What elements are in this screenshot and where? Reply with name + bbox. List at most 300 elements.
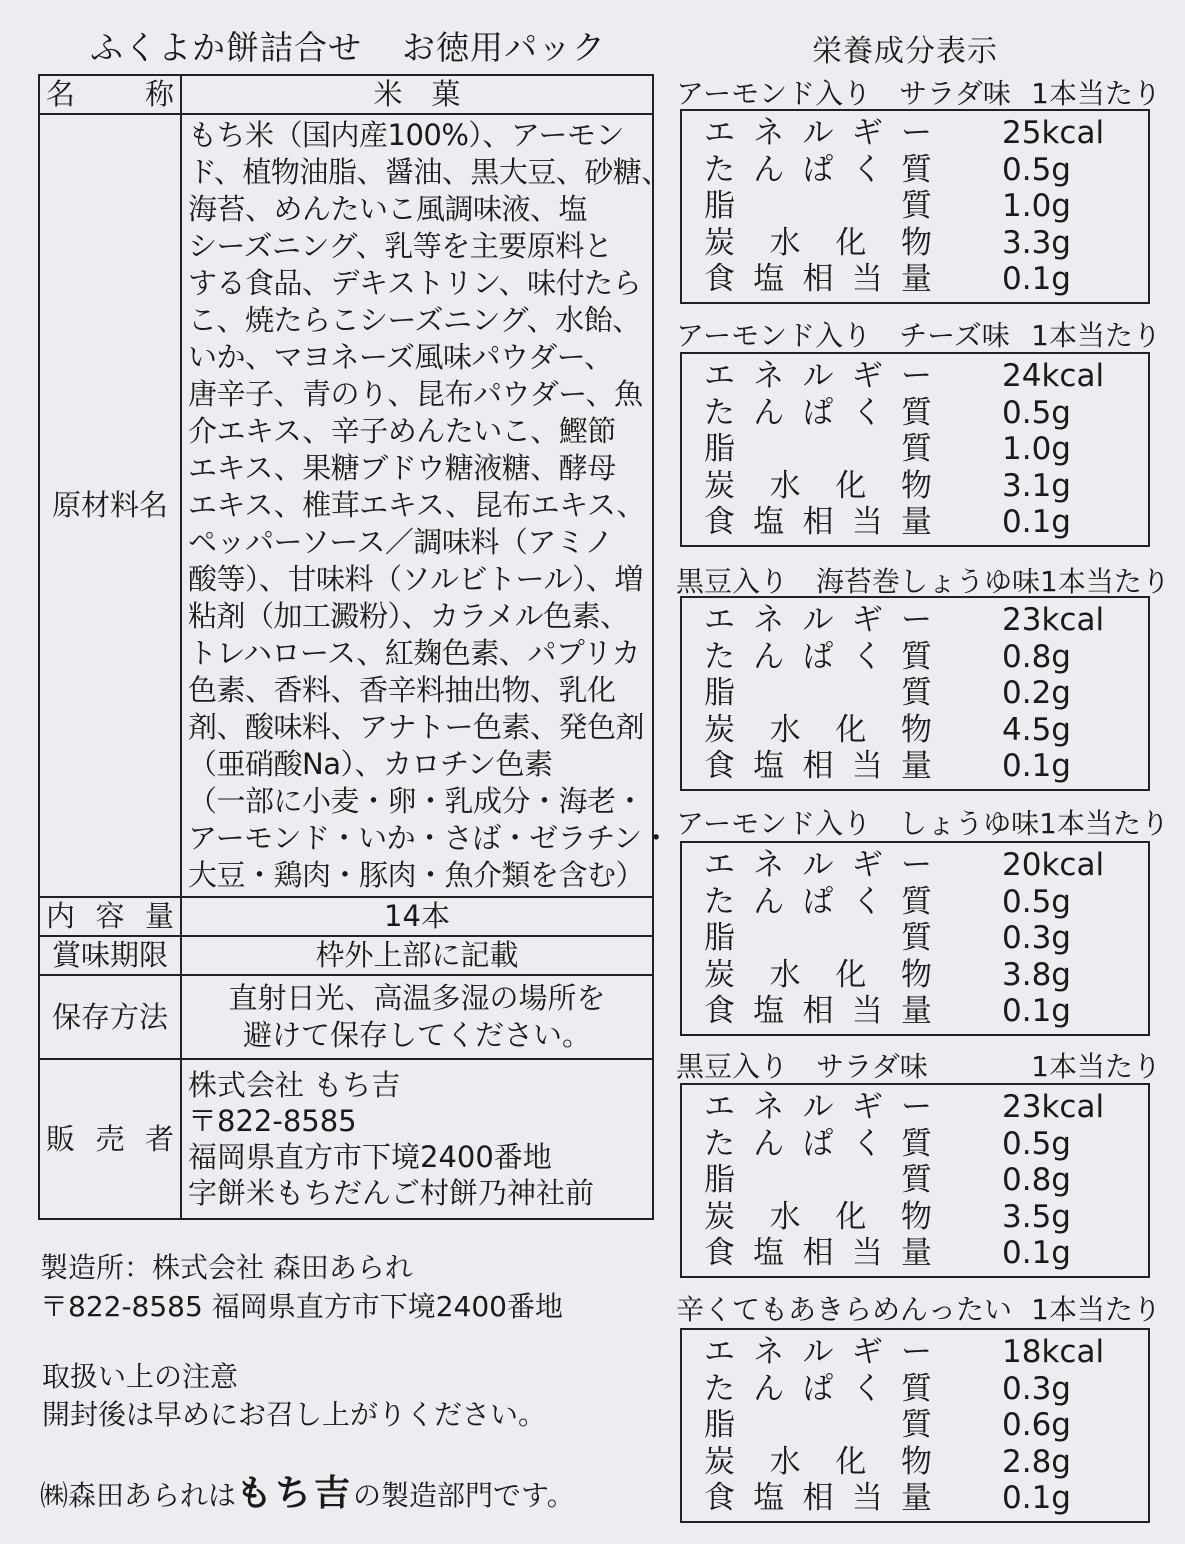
nutrient-value: 0.5g bbox=[1002, 151, 1071, 188]
key-content bbox=[39, 897, 181, 936]
nutrient-value: 0.1g bbox=[1002, 748, 1071, 784]
nutrient-label-char: た bbox=[704, 394, 735, 431]
nutrient-label-char: 質 bbox=[901, 1162, 932, 1198]
nutrient-row-carb bbox=[704, 957, 1148, 994]
nutrient-row-protein bbox=[704, 639, 1148, 676]
product-title bbox=[90, 22, 606, 69]
row-ingredients bbox=[39, 114, 653, 897]
seller-address-2: 字餅米もちだんご村餅乃神社前 bbox=[188, 1176, 595, 1210]
nutrient-label-char: ネ bbox=[753, 1334, 785, 1370]
nutrient-value: 4.5g bbox=[1002, 711, 1071, 748]
key-storage: 保存方法 bbox=[39, 975, 181, 1059]
nutrient-row-energy bbox=[704, 1089, 1148, 1126]
nutrient-row-protein bbox=[704, 1126, 1148, 1163]
nutrient-row-fat bbox=[704, 675, 1148, 712]
notice-text: 開封後は早めにお召し上がりください。 bbox=[42, 1398, 547, 1431]
nutrient-row-protein bbox=[704, 1371, 1148, 1408]
nutrient-label-char: た bbox=[704, 638, 735, 675]
nutrient-label-char: 食 bbox=[704, 1235, 735, 1271]
nutrient-label-char: 炭 bbox=[704, 1198, 735, 1235]
nutrient-label-char: ぱ bbox=[802, 1125, 834, 1162]
nutrient-row-energy bbox=[704, 847, 1148, 884]
nutrient-label-char: ー bbox=[901, 602, 932, 638]
nutrient-label-char: 化 bbox=[835, 1198, 867, 1235]
nutrient-label-char: 水 bbox=[769, 467, 801, 504]
key-expiry: 賞味期限 bbox=[39, 936, 181, 975]
nutrient-label-char: 塩 bbox=[753, 993, 785, 1029]
nutrient-value: 0.1g bbox=[1002, 504, 1071, 540]
nutrient-label bbox=[704, 1407, 932, 1444]
nutrient-label-char: 物 bbox=[900, 956, 932, 993]
value-seller bbox=[181, 1059, 653, 1219]
nutrient-label-char: 食 bbox=[704, 748, 735, 784]
nutrient-label-char: く bbox=[851, 151, 883, 188]
nutrient-label-char: 当 bbox=[851, 748, 883, 784]
nutrient-label-char: 質 bbox=[901, 394, 932, 431]
nutrient-label-char: 物 bbox=[900, 224, 932, 261]
ingredient-line: （一部に小麦・卵・乳成分・海老・ bbox=[188, 784, 645, 818]
value-expiry: 枠外上部に記載 bbox=[181, 936, 653, 975]
nutrient-label-char: エ bbox=[704, 1334, 735, 1370]
nutrient-label-char: 当 bbox=[851, 261, 883, 297]
nutrient-row-energy bbox=[704, 602, 1148, 639]
nutrient-row-carb bbox=[704, 1444, 1148, 1481]
nutrient-value: 0.3g bbox=[1002, 1370, 1071, 1407]
nutrient-label-char: ん bbox=[753, 394, 785, 431]
variety-name: 黒豆入り サラダ味 bbox=[676, 1050, 928, 1083]
nutrition-box bbox=[680, 1083, 1150, 1278]
nutrient-label bbox=[704, 395, 932, 432]
nutrient-label-char: 脂 bbox=[704, 431, 735, 467]
nutrition-box bbox=[680, 109, 1150, 304]
nutrient-value: 0.8g bbox=[1002, 638, 1071, 675]
nutrient-label-char: 塩 bbox=[753, 504, 785, 540]
nutrient-row-fat bbox=[704, 431, 1148, 468]
nutrition-box bbox=[680, 841, 1150, 1036]
nutrient-label-char: 脂 bbox=[704, 188, 735, 224]
nutrient-label bbox=[704, 639, 932, 676]
nutrient-label-char: ル bbox=[802, 358, 834, 394]
nutrient-row-fat bbox=[704, 1407, 1148, 1444]
nutrient-row-carb bbox=[704, 468, 1148, 505]
row-seller bbox=[39, 1059, 653, 1219]
nutrient-label-char: 食 bbox=[704, 504, 735, 540]
nutrition-section-heading bbox=[676, 72, 1161, 112]
nutrient-value: 20kcal bbox=[1002, 847, 1105, 883]
nutrient-value: 0.1g bbox=[1002, 993, 1071, 1029]
nutrient-label bbox=[704, 712, 932, 749]
manufacturer-info bbox=[40, 1248, 563, 1326]
nutrient-label-char: 脂 bbox=[704, 675, 735, 711]
variety-name: アーモンド入り チーズ味 bbox=[676, 319, 1010, 352]
ingredient-line: 酸等）、甘味料（ソルビトール）、増 bbox=[188, 562, 643, 596]
nutrient-value: 0.5g bbox=[1002, 1125, 1071, 1162]
nutrient-value: 0.6g bbox=[1002, 1407, 1071, 1443]
nutrient-label-char: ギ bbox=[851, 358, 883, 394]
nutrient-row-salt bbox=[704, 1235, 1148, 1272]
nutrient-label bbox=[704, 957, 932, 994]
nutrient-value: 24kcal bbox=[1002, 358, 1105, 394]
nutrient-label-char: エ bbox=[704, 115, 735, 151]
per-serving: 1本当たり bbox=[1031, 77, 1161, 110]
key-seller-char: 販 bbox=[46, 1121, 76, 1156]
nutrient-label-char: ん bbox=[753, 883, 785, 920]
nutrient-label bbox=[704, 1480, 932, 1517]
nutrient-label-char: 物 bbox=[900, 1443, 932, 1480]
nutrient-label-char: ん bbox=[753, 1370, 785, 1407]
seller-address: 福岡県直方市下境2400番地 bbox=[188, 1140, 552, 1174]
per-serving: 1本当たり bbox=[1031, 319, 1161, 352]
manufacturer-address: 〒822-8585 福岡県直方市下境2400番地 bbox=[40, 1290, 563, 1323]
nutrient-label-char: 物 bbox=[900, 467, 932, 504]
key-content-char: 内 bbox=[46, 899, 76, 933]
ingredient-line: トレハロース、紅麹色素、パプリカ bbox=[188, 636, 640, 670]
nutrient-value: 3.5g bbox=[1002, 1198, 1071, 1235]
nutrient-label-char: ギ bbox=[851, 602, 883, 638]
nutrient-label-char: た bbox=[704, 1370, 735, 1407]
nutrition-section-heading bbox=[676, 560, 1170, 600]
nutrient-label-char: 当 bbox=[851, 504, 883, 540]
nutrient-label-char: た bbox=[704, 151, 735, 188]
nutrient-label-char: ル bbox=[802, 602, 834, 638]
seller-company: 株式会社 もち吉 bbox=[188, 1068, 401, 1102]
storage-line: 避けて保存してください。 bbox=[242, 1018, 591, 1052]
nutrient-value: 1.0g bbox=[1002, 188, 1071, 224]
nutrient-label-char: 塩 bbox=[753, 1480, 785, 1516]
nutrient-label-char: 当 bbox=[851, 1235, 883, 1271]
nutrient-label-char: 化 bbox=[835, 956, 867, 993]
nutrient-label-char: エ bbox=[704, 602, 735, 638]
footer-prefix: ㈱森田あられは bbox=[40, 1479, 237, 1512]
nutrient-label bbox=[704, 920, 932, 957]
nutrient-value: 23kcal bbox=[1002, 602, 1105, 638]
nutrient-label-char: 相 bbox=[802, 504, 834, 540]
nutrient-label bbox=[704, 748, 932, 785]
nutrient-row-salt bbox=[704, 504, 1148, 541]
nutrient-label bbox=[704, 261, 932, 298]
key-ingredients: 原材料名 bbox=[39, 114, 181, 897]
nutrient-label-char: 質 bbox=[901, 920, 932, 956]
ingredient-line: アーモンド・いか・さば・ゼラチン・ bbox=[188, 821, 671, 855]
nutrient-label-char: 量 bbox=[901, 504, 932, 540]
nutrient-value: 0.1g bbox=[1002, 1235, 1071, 1271]
nutrient-label bbox=[704, 602, 932, 639]
nutrient-label-char: 脂 bbox=[704, 920, 735, 956]
nutrient-label-char: 量 bbox=[901, 1480, 932, 1516]
nutrient-label-char: く bbox=[851, 638, 883, 675]
nutrient-label-char: 相 bbox=[802, 261, 834, 297]
nutrient-label-char: 食 bbox=[704, 1480, 735, 1516]
nutrient-label-char: 相 bbox=[802, 993, 834, 1029]
nutrient-label-char: 脂 bbox=[704, 1407, 735, 1443]
nutrient-label-char: 塩 bbox=[753, 748, 785, 784]
nutrient-label-char: 食 bbox=[704, 993, 735, 1029]
nutrient-label-char: く bbox=[851, 394, 883, 431]
nutrient-value: 0.2g bbox=[1002, 675, 1071, 711]
brand-logo: もち吉 bbox=[236, 1472, 354, 1514]
nutrient-value: 0.5g bbox=[1002, 883, 1071, 920]
nutrient-label bbox=[704, 1334, 932, 1371]
nutrient-label-char: 量 bbox=[901, 993, 932, 1029]
nutrient-label-char: 化 bbox=[835, 1443, 867, 1480]
manufacturer-name: 製造所：株式会社 森田あられ bbox=[40, 1251, 413, 1284]
nutrient-row-fat bbox=[704, 188, 1148, 225]
variety-name: 黒豆入り 海苔巻しょうゆ味 bbox=[676, 565, 1041, 598]
key-seller bbox=[39, 1059, 181, 1219]
nutrient-row-salt bbox=[704, 261, 1148, 298]
nutrient-label-char: 質 bbox=[901, 1407, 932, 1443]
nutrient-label-char: ぱ bbox=[802, 1370, 834, 1407]
nutrition-box bbox=[680, 596, 1150, 791]
nutrient-label-char: ギ bbox=[851, 1334, 883, 1370]
ingredient-line: ペッパーソース／調味料（アミノ bbox=[188, 525, 613, 559]
nutrient-row-energy bbox=[704, 1334, 1148, 1371]
nutrient-label-char: ん bbox=[753, 638, 785, 675]
nutrient-value: 25kcal bbox=[1002, 115, 1105, 151]
notice-heading: 取扱い上の注意 bbox=[42, 1360, 239, 1393]
ingredient-line: 介エキス、辛子めんたいこ、鰹節 bbox=[188, 414, 616, 448]
nutrient-label-char: ー bbox=[901, 1089, 932, 1125]
nutrient-label bbox=[704, 431, 932, 468]
nutrient-label-char: ギ bbox=[851, 1089, 883, 1125]
ingredient-line: 唐辛子、青のり、昆布パウダー、魚 bbox=[188, 377, 643, 411]
ingredient-line: 大豆・鶏肉・豚肉・魚介類を含む） bbox=[188, 858, 645, 892]
nutrient-label-char: 化 bbox=[835, 711, 867, 748]
nutrient-label bbox=[704, 468, 932, 505]
nutrient-label-char: 塩 bbox=[753, 1235, 785, 1271]
handling-notice bbox=[42, 1358, 546, 1434]
nutrient-label-char: 水 bbox=[769, 224, 801, 261]
nutrient-label-char: ぱ bbox=[802, 394, 834, 431]
nutrition-box bbox=[680, 1328, 1150, 1523]
nutrient-label-char: 相 bbox=[802, 748, 834, 784]
nutrient-row-salt bbox=[704, 993, 1148, 1030]
nutrient-label-char: 水 bbox=[769, 1443, 801, 1480]
nutrient-label-char: ル bbox=[802, 1089, 834, 1125]
nutrient-label-char: 質 bbox=[901, 188, 932, 224]
ingredient-line: エキス、椎茸エキス、昆布エキス、 bbox=[188, 488, 645, 522]
ingredient-line: こ、焼たらこシーズニング、水飴、 bbox=[188, 303, 641, 337]
ingredient-line: いか、マヨネーズ風味パウダー、 bbox=[188, 340, 613, 374]
nutrient-row-protein bbox=[704, 884, 1148, 921]
per-serving: 1本当たり bbox=[1031, 1293, 1161, 1326]
ingredient-line: 色素、香料、香辛料抽出物、乳化 bbox=[188, 673, 616, 707]
nutrient-value: 0.1g bbox=[1002, 261, 1071, 297]
ingredient-line: ド、植物油脂、醤油、黒大豆、砂糖、 bbox=[188, 155, 670, 189]
nutrient-label-char: エ bbox=[704, 847, 735, 883]
nutrient-label-char: く bbox=[851, 1125, 883, 1162]
key-content-char: 容 bbox=[95, 899, 125, 933]
nutrient-label-char: 質 bbox=[901, 675, 932, 711]
nutrient-label bbox=[704, 675, 932, 712]
nutrient-label-char: 量 bbox=[901, 748, 932, 784]
nutrient-label-char: 化 bbox=[835, 467, 867, 504]
nutrient-value: 3.1g bbox=[1002, 467, 1071, 504]
nutrient-label bbox=[704, 847, 932, 884]
nutrient-label-char: 相 bbox=[802, 1235, 834, 1271]
nutrient-label-char: ネ bbox=[753, 115, 785, 151]
nutrient-label-char: ー bbox=[901, 115, 932, 151]
nutrient-label-char: 質 bbox=[901, 1370, 932, 1407]
nutrition-section-heading bbox=[676, 1288, 1161, 1328]
nutrient-label bbox=[704, 1371, 932, 1408]
key-name bbox=[39, 75, 181, 114]
nutrient-label-char: ー bbox=[901, 1334, 932, 1370]
nutrient-label-char: 水 bbox=[769, 711, 801, 748]
nutrient-label-char: 炭 bbox=[704, 956, 735, 993]
nutrient-label-char: ル bbox=[802, 1334, 834, 1370]
nutrient-value: 0.3g bbox=[1002, 920, 1071, 956]
nutrient-label-char: 相 bbox=[802, 1480, 834, 1516]
per-serving: 1本当たり bbox=[1031, 1050, 1161, 1083]
nutrient-label bbox=[704, 1444, 932, 1481]
row-storage bbox=[39, 975, 653, 1059]
nutrient-row-carb bbox=[704, 225, 1148, 262]
nutrient-label-char: 化 bbox=[835, 224, 867, 261]
nutrient-label bbox=[704, 504, 932, 541]
key-seller-char: 者 bbox=[144, 1121, 174, 1156]
seller-postcode: 〒822-8585 bbox=[188, 1104, 357, 1138]
ingredient-line: する食品、デキストリン、味付たら bbox=[188, 266, 642, 300]
value-ingredients bbox=[181, 114, 671, 897]
key-seller-char: 売 bbox=[95, 1121, 125, 1156]
nutrient-label-char: 水 bbox=[769, 1198, 801, 1235]
value-content: 14本 bbox=[181, 897, 653, 936]
nutrient-row-energy bbox=[704, 358, 1148, 395]
nutrient-label-char: ギ bbox=[851, 115, 883, 151]
nutrient-label-char: 炭 bbox=[704, 1443, 735, 1480]
nutrient-row-protein bbox=[704, 152, 1148, 189]
value-name: 米 菓 bbox=[181, 75, 653, 114]
nutrient-label bbox=[704, 1235, 932, 1272]
row-name bbox=[39, 75, 653, 114]
nutrient-label-char: 質 bbox=[901, 638, 932, 675]
nutrition-section-heading bbox=[676, 1045, 1161, 1085]
nutrient-label-char: た bbox=[704, 883, 735, 920]
nutrition-box bbox=[680, 352, 1150, 547]
nutrient-label-char: ん bbox=[753, 151, 785, 188]
nutrient-label bbox=[704, 1162, 932, 1199]
nutrient-row-salt bbox=[704, 748, 1148, 785]
variety-name: 辛くてもあきらめんったい bbox=[676, 1293, 1013, 1326]
nutrient-label-char: 量 bbox=[901, 1235, 932, 1271]
ingredient-line: 粘剤（加工澱粉）、カラメル色素、 bbox=[188, 599, 629, 633]
nutrient-row-carb bbox=[704, 712, 1148, 749]
nutrient-label-char: ネ bbox=[753, 358, 785, 394]
row-expiry bbox=[39, 936, 653, 975]
nutrient-value: 3.8g bbox=[1002, 956, 1071, 993]
nutrient-label bbox=[704, 884, 932, 921]
ingredient-line: シーズニング、乳等を主要原料と bbox=[188, 229, 613, 263]
nutrient-label-char: 質 bbox=[901, 151, 932, 188]
nutrient-value: 1.0g bbox=[1002, 431, 1071, 467]
footer-suffix: の製造部門です。 bbox=[353, 1479, 575, 1512]
nutrient-label-char: 物 bbox=[900, 1198, 932, 1235]
nutrient-label-char: 量 bbox=[901, 261, 932, 297]
nutrient-label bbox=[704, 993, 932, 1030]
nutrient-label-char: 水 bbox=[769, 956, 801, 993]
nutrient-row-carb bbox=[704, 1199, 1148, 1236]
nutrient-value: 23kcal bbox=[1002, 1089, 1105, 1125]
nutrient-label-char: ぱ bbox=[802, 638, 834, 675]
nutrient-label bbox=[704, 225, 932, 262]
nutrient-row-salt bbox=[704, 1480, 1148, 1517]
nutrient-label-char: ー bbox=[901, 358, 932, 394]
nutrient-value: 0.5g bbox=[1002, 394, 1071, 431]
nutrient-label-char: 質 bbox=[901, 1125, 932, 1162]
nutrient-label-char: エ bbox=[704, 1089, 735, 1125]
nutrient-label bbox=[704, 1089, 932, 1126]
nutrient-label bbox=[704, 358, 932, 395]
ingredient-line: もち米（国内産100%）、アーモン bbox=[188, 118, 625, 152]
ingredient-line: エキス、果糖ブドウ糖液糖、酵母 bbox=[188, 451, 616, 485]
nutrient-value: 2.8g bbox=[1002, 1443, 1071, 1480]
nutrient-value: 18kcal bbox=[1002, 1334, 1105, 1370]
nutrient-label-char: ル bbox=[802, 847, 834, 883]
nutrient-label bbox=[704, 188, 932, 225]
variety-name: アーモンド入り サラダ味 bbox=[676, 77, 1011, 110]
nutrient-label-char: 質 bbox=[901, 431, 932, 467]
label-table bbox=[38, 74, 671, 1220]
ingredient-line: 海苔、めんたいこ風調味液、塩 bbox=[188, 192, 588, 226]
nutrient-label-char: 当 bbox=[851, 1480, 883, 1516]
nutrient-label bbox=[704, 152, 932, 189]
nutrient-label-char: ぱ bbox=[802, 883, 834, 920]
nutrient-row-fat bbox=[704, 1162, 1148, 1199]
nutrient-label bbox=[704, 1199, 932, 1236]
nutrient-label-char: ネ bbox=[753, 602, 785, 638]
nutrient-label-char: ル bbox=[802, 115, 834, 151]
nutrient-label-char: 物 bbox=[900, 711, 932, 748]
nutrient-value: 3.3g bbox=[1002, 224, 1071, 261]
nutrition-section-heading bbox=[676, 314, 1161, 354]
nutrient-label-char: 塩 bbox=[753, 261, 785, 297]
nutrient-label-char: ん bbox=[753, 1125, 785, 1162]
ingredient-line: （亜硝酸Na）、カロチン色素 bbox=[188, 747, 553, 781]
footer-note bbox=[40, 1465, 575, 1516]
nutrient-label-char: 当 bbox=[851, 993, 883, 1029]
row-content bbox=[39, 897, 653, 936]
nutrient-label-char: 脂 bbox=[704, 1162, 735, 1198]
product-pack-type: お徳用パック bbox=[402, 28, 606, 67]
nutrient-label-char: ネ bbox=[753, 1089, 785, 1125]
nutrient-label-char: ー bbox=[901, 847, 932, 883]
nutrient-label-char: 質 bbox=[901, 883, 932, 920]
nutrient-label-char: ギ bbox=[851, 847, 883, 883]
variety-name: アーモンド入り しょうゆ味 bbox=[676, 807, 1040, 840]
nutrient-row-energy bbox=[704, 115, 1148, 152]
nutrient-label-char: 炭 bbox=[704, 224, 735, 261]
nutrient-label-char: ぱ bbox=[802, 151, 834, 188]
nutrient-label-char: 炭 bbox=[704, 467, 735, 504]
value-storage bbox=[181, 975, 653, 1059]
nutrient-label-char: く bbox=[851, 1370, 883, 1407]
ingredient-line: 剤、酸味料、アナトー色素、発色剤 bbox=[188, 710, 645, 744]
nutrition-section-heading bbox=[676, 802, 1169, 842]
nutrient-label-char: た bbox=[704, 1125, 735, 1162]
nutrient-label bbox=[704, 1126, 932, 1163]
per-serving: 1本当たり bbox=[1040, 565, 1170, 598]
nutrient-label-char: ネ bbox=[753, 847, 785, 883]
nutrient-row-protein bbox=[704, 395, 1148, 432]
key-content-char: 量 bbox=[144, 899, 174, 933]
nutrient-row-fat bbox=[704, 920, 1148, 957]
key-name-char: 名 bbox=[46, 77, 76, 111]
nutrient-label-char: く bbox=[851, 883, 883, 920]
nutrition-heading: 栄養成分表示 bbox=[812, 34, 998, 69]
per-serving: 1本当たり bbox=[1039, 807, 1169, 840]
key-name-char: 称 bbox=[144, 77, 174, 111]
